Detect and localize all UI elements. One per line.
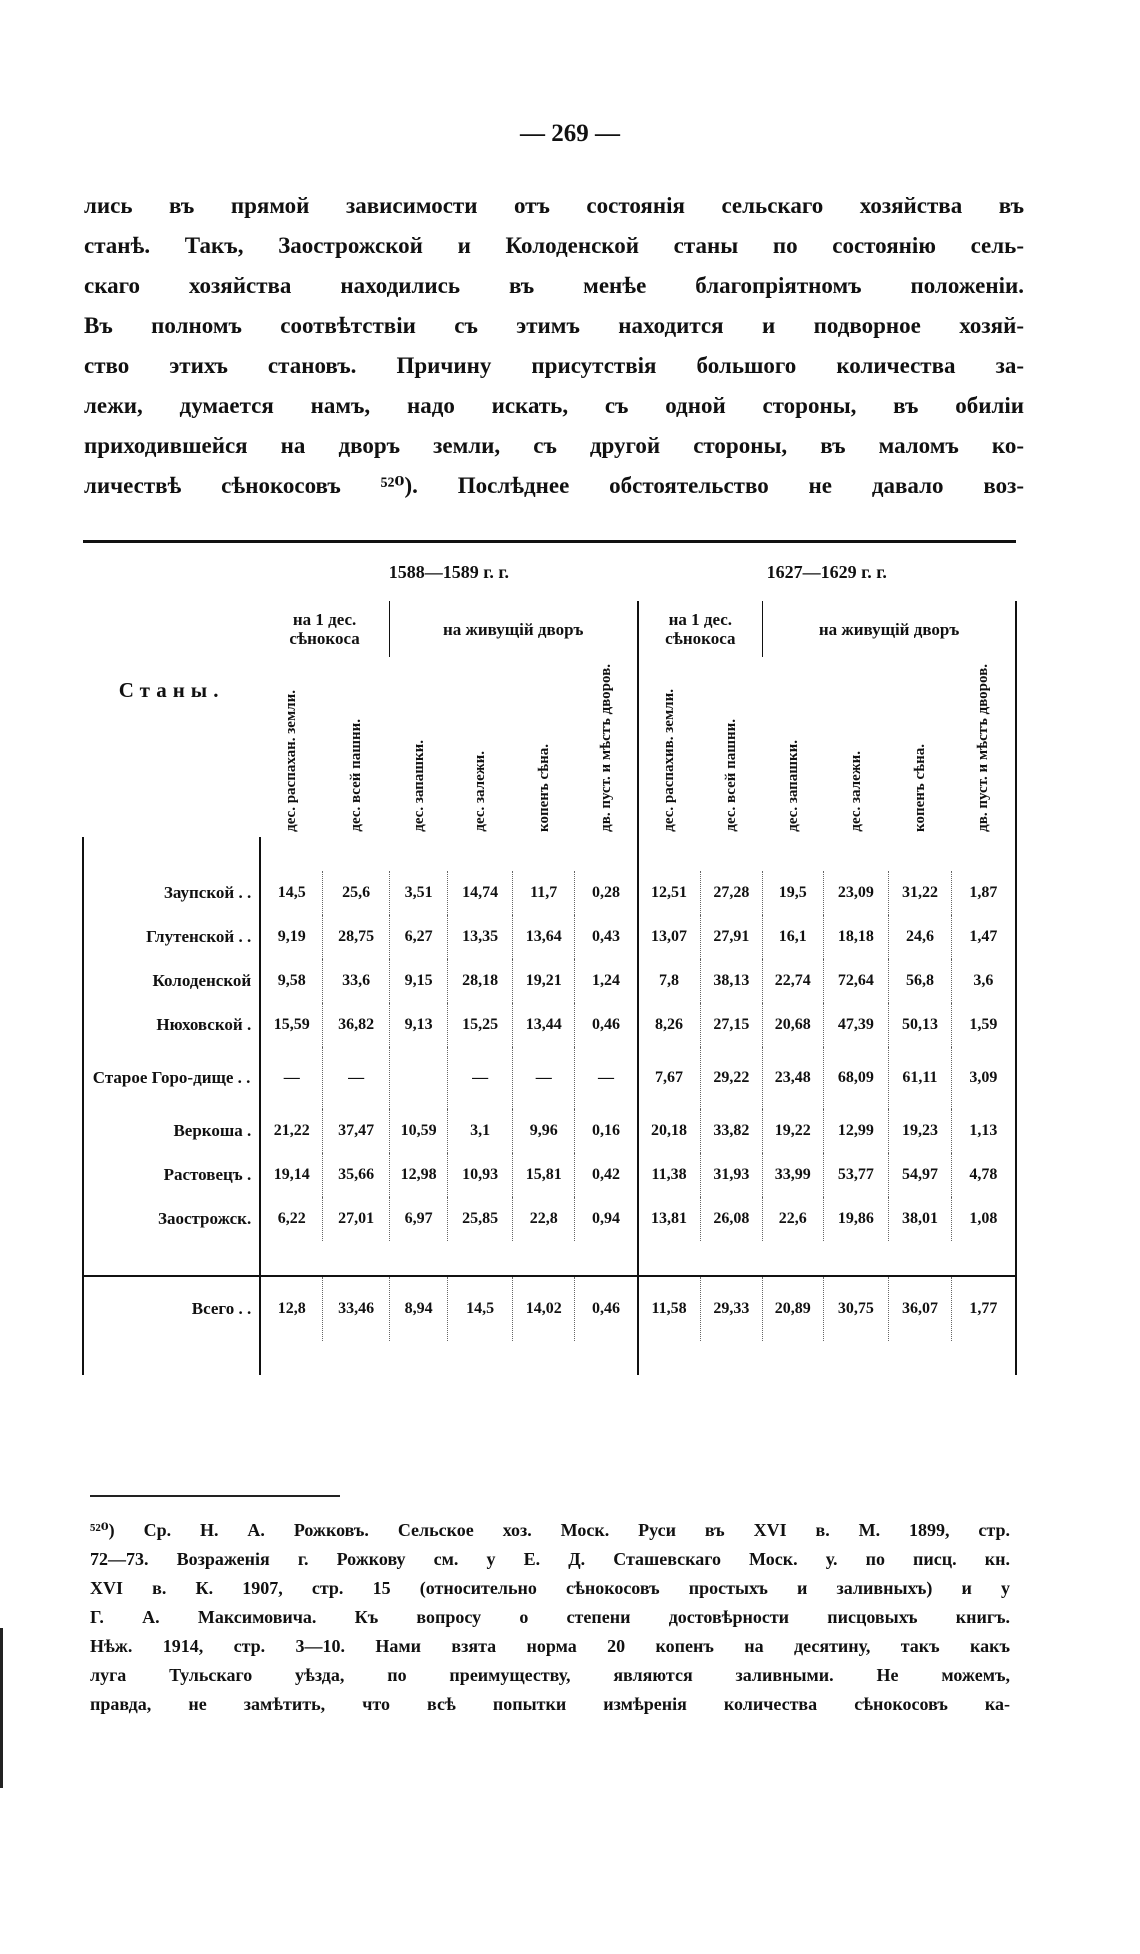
header-per-household: на живущій дворъ	[389, 601, 637, 657]
row-label: Заупской . .	[83, 871, 260, 915]
column-header	[575, 657, 638, 837]
table-cell: 27,91	[700, 915, 763, 959]
table-cell: 27,28	[700, 871, 763, 915]
footnote-line: луга Тульскаго уѣзда, по преимуществу, являются заливными. Не можемъ,	[90, 1665, 1010, 1685]
table-cell: 68,09	[823, 1047, 889, 1109]
table-cell: 38,01	[889, 1197, 952, 1241]
body-line: лежи, думается намъ, надо искать, съ одной стороны, въ обиліи	[84, 393, 1024, 418]
column-header-text: дес. запашки.	[784, 740, 801, 832]
row-label: Растовецъ .	[83, 1153, 260, 1197]
table-cell: —	[512, 1047, 575, 1109]
table-cell: 7,8	[638, 959, 701, 1003]
body-line: скаго хозяйства находились въ менѣе благопріятномъ положеніи.	[84, 273, 1024, 298]
row-label: Заострожск.	[83, 1197, 260, 1241]
table-cell: 18,18	[823, 915, 889, 959]
column-header-text: дес. залежи.	[847, 751, 864, 832]
table-cell: 14,02	[512, 1276, 575, 1341]
table-cell: 29,33	[700, 1276, 763, 1341]
column-header	[763, 657, 823, 837]
spacer-cell	[260, 1341, 637, 1375]
footnote-line: 72—73. Возраженія г. Рожкову см. у Е. Д. Сташевскаго Моск. у. по писц. кн.	[90, 1549, 1010, 1569]
table-row	[83, 1047, 1016, 1109]
statistics-table	[82, 540, 1017, 1375]
table-cell: 1,13	[951, 1109, 1016, 1153]
table-cell: 25,85	[448, 1197, 513, 1241]
table-cell: 31,22	[889, 871, 952, 915]
spacer-cell	[83, 837, 260, 871]
table-cell: 33,82	[700, 1109, 763, 1153]
table-cell: 19,5	[763, 871, 823, 915]
table-cell: 0,42	[575, 1153, 638, 1197]
column-header	[389, 657, 447, 837]
table-cell: 20,18	[638, 1109, 701, 1153]
spacer-cell	[638, 837, 1016, 871]
table-cell: 1,77	[951, 1276, 1016, 1341]
column-header	[638, 657, 701, 837]
table-cell: 28,18	[448, 959, 513, 1003]
header-stany: Станы.	[83, 542, 260, 838]
table-row	[83, 871, 1016, 915]
table-cell: 25,6	[323, 871, 390, 915]
table-cell: 19,23	[889, 1109, 952, 1153]
header-per-desyatina: на 1 дес. сѣнокоса	[638, 601, 763, 657]
column-header-text: дес. всей пашни.	[723, 719, 740, 832]
table-cell: 0,28	[575, 871, 638, 915]
table-cell: 33,99	[763, 1153, 823, 1197]
table-cell: 3,09	[951, 1047, 1016, 1109]
table-cell: 9,19	[260, 915, 323, 959]
table-cell: 19,14	[260, 1153, 323, 1197]
tail-row	[83, 1341, 1016, 1375]
table-cell: 0,16	[575, 1109, 638, 1153]
table-cell: —	[260, 1047, 323, 1109]
footnote-divider	[90, 1495, 340, 1497]
column-header-text: дес. залежи.	[472, 751, 489, 832]
total-row	[83, 1276, 1016, 1341]
body-text	[84, 186, 1024, 506]
table-cell: 50,13	[889, 1003, 952, 1047]
table-cell: 16,1	[763, 915, 823, 959]
body-line: личествѣ сѣнокосовъ ⁵²⁰). Послѣднее обстоятельство не давало воз-	[84, 473, 1024, 498]
table-cell: 23,09	[823, 871, 889, 915]
column-header	[512, 657, 575, 837]
table-cell: 21,22	[260, 1109, 323, 1153]
column-header	[260, 657, 323, 837]
table-cell: 13,64	[512, 915, 575, 959]
table-cell: 23,48	[763, 1047, 823, 1109]
table-cell: 47,39	[823, 1003, 889, 1047]
table-cell: 3,6	[951, 959, 1016, 1003]
column-header-text: дес. распахан. земли.	[283, 690, 300, 832]
table-cell: 9,15	[389, 959, 447, 1003]
table-cell: 12,98	[389, 1153, 447, 1197]
table-cell: 1,47	[951, 915, 1016, 959]
column-header	[448, 657, 513, 837]
table-cell: 54,97	[889, 1153, 952, 1197]
table-cell: 11,38	[638, 1153, 701, 1197]
body-line: ство этихъ становъ. Причину присутствія большого количества за-	[84, 353, 1024, 378]
footnote-line: Нѣж. 1914, стр. 3—10. Нами взята норма 20 копенъ на десятину, такъ какъ	[90, 1636, 1010, 1656]
table-cell: 36,82	[323, 1003, 390, 1047]
table-cell: 27,15	[700, 1003, 763, 1047]
spacer-cell	[638, 1341, 1016, 1375]
column-header	[951, 657, 1016, 837]
column-header-text: копенъ сѣна.	[535, 744, 552, 832]
body-line: Въ полномъ соотвѣтствіи съ этимъ находится и подворное хозяй-	[84, 313, 1024, 338]
column-header-text: дв. пуст. и мѣстъ дворов.	[597, 664, 614, 832]
body-line: приходившейся на дворъ земли, съ другой стороны, въ маломъ ко-	[84, 433, 1024, 458]
table-cell: 6,27	[389, 915, 447, 959]
table-cell: 9,13	[389, 1003, 447, 1047]
spacer-row	[83, 1241, 1016, 1276]
table-cell: 8,94	[389, 1276, 447, 1341]
table-row	[83, 915, 1016, 959]
table-cell: 30,75	[823, 1276, 889, 1341]
row-label: Веркоша .	[83, 1109, 260, 1153]
table-row	[83, 959, 1016, 1003]
table-cell	[389, 1047, 447, 1109]
table-cell: 12,51	[638, 871, 701, 915]
table-cell: 56,8	[889, 959, 952, 1003]
table-cell: 22,74	[763, 959, 823, 1003]
table-cell: 9,58	[260, 959, 323, 1003]
table-cell: 20,68	[763, 1003, 823, 1047]
table-cell: 27,01	[323, 1197, 390, 1241]
table-cell: 14,5	[448, 1276, 513, 1341]
column-header-text: дв. пуст. и мѣстъ дворов.	[975, 664, 992, 832]
body-line: станѣ. Такъ, Заострожской и Колоденской станы по состоянію сель-	[84, 233, 1024, 258]
table-cell: 19,22	[763, 1109, 823, 1153]
column-header-text: копенъ сѣна.	[911, 744, 928, 832]
header-period-1588: 1588—1589 г. г.	[260, 542, 637, 602]
table-cell: 0,43	[575, 915, 638, 959]
table-cell: —	[323, 1047, 390, 1109]
spacer-cell	[638, 1241, 1016, 1276]
table-cell: 22,8	[512, 1197, 575, 1241]
table-cell: 13,81	[638, 1197, 701, 1241]
table-cell: 12,8	[260, 1276, 323, 1341]
row-label: Старое Горо-дище . .	[83, 1047, 260, 1109]
table-cell: 13,44	[512, 1003, 575, 1047]
table-cell: 1,24	[575, 959, 638, 1003]
table-cell: 72,64	[823, 959, 889, 1003]
table-cell: 8,26	[638, 1003, 701, 1047]
spacer-cell	[260, 1241, 637, 1276]
table-cell: 11,58	[638, 1276, 701, 1341]
table-cell: 6,97	[389, 1197, 447, 1241]
table-cell: 31,93	[700, 1153, 763, 1197]
table-cell: 1,87	[951, 871, 1016, 915]
page-number: — 269 —	[520, 120, 620, 147]
row-label: Колоденской	[83, 959, 260, 1003]
table-cell: 53,77	[823, 1153, 889, 1197]
table-cell: 7,67	[638, 1047, 701, 1109]
row-label: Всего . .	[83, 1276, 260, 1341]
table-cell: 4,78	[951, 1153, 1016, 1197]
column-header	[823, 657, 889, 837]
table-cell: 15,25	[448, 1003, 513, 1047]
table-cell: 33,6	[323, 959, 390, 1003]
row-label: Глутенской . .	[83, 915, 260, 959]
table-cell: 33,46	[323, 1276, 390, 1341]
table-cell: 0,46	[575, 1276, 638, 1341]
table-row	[83, 1197, 1016, 1241]
table-cell: —	[448, 1047, 513, 1109]
table-cell: 1,59	[951, 1003, 1016, 1047]
footnote-line: ⁵²⁰) Ср. Н. А. Рожковъ. Сельское хоз. Моск. Руси въ XVI в. М. 1899, стр.	[90, 1520, 1010, 1540]
table-cell: 10,93	[448, 1153, 513, 1197]
table-cell: 12,99	[823, 1109, 889, 1153]
table-cell: 1,08	[951, 1197, 1016, 1241]
column-header-text: дес. распахив. земли.	[661, 689, 678, 832]
table-cell: 0,46	[575, 1003, 638, 1047]
header-period-1627: 1627—1629 г. г.	[638, 542, 1016, 602]
header-per-desyatina: на 1 дес. сѣнокоса	[260, 601, 389, 657]
table-cell: 29,22	[700, 1047, 763, 1109]
table-cell: 6,22	[260, 1197, 323, 1241]
table-row	[83, 1109, 1016, 1153]
footnote-line: правда, не замѣтить, что всѣ попытки измѣренія количества сѣнокосовъ ка-	[90, 1694, 1010, 1714]
table-cell: 3,51	[389, 871, 447, 915]
table-cell: 13,07	[638, 915, 701, 959]
table-cell: 61,11	[889, 1047, 952, 1109]
spacer-cell	[260, 837, 637, 871]
column-header	[323, 657, 390, 837]
table-cell: 0,94	[575, 1197, 638, 1241]
table-cell: —	[575, 1047, 638, 1109]
table-cell: 37,47	[323, 1109, 390, 1153]
table-cell: 15,81	[512, 1153, 575, 1197]
table-cell: 38,13	[700, 959, 763, 1003]
table-cell: 28,75	[323, 915, 390, 959]
table-cell: 20,89	[763, 1276, 823, 1341]
column-header	[700, 657, 763, 837]
spacer-cell	[83, 1241, 260, 1276]
table-cell: 15,59	[260, 1003, 323, 1047]
footnote-line: Г. А. Максимовича. Къ вопросу о степени достовѣрности писцовыхъ книгъ.	[90, 1607, 1010, 1627]
header-per-household: на живущій дворъ	[763, 601, 1016, 657]
column-header-text: дес. всей пашни.	[348, 719, 365, 832]
table-cell: 3,1	[448, 1109, 513, 1153]
table-cell: 22,6	[763, 1197, 823, 1241]
table-cell: 35,66	[323, 1153, 390, 1197]
table-cell: 14,5	[260, 871, 323, 915]
column-header-text: дес. запашки.	[410, 740, 427, 832]
footnotes	[90, 1516, 1010, 1719]
table-cell: 19,86	[823, 1197, 889, 1241]
body-line: лись въ прямой зависимости отъ состоянія сельскаго хозяйства въ	[84, 193, 1024, 218]
table-row	[83, 1003, 1016, 1047]
table-cell: 11,7	[512, 871, 575, 915]
spacer-cell	[83, 1341, 260, 1375]
column-header	[889, 657, 952, 837]
table-cell: 24,6	[889, 915, 952, 959]
table-cell: 19,21	[512, 959, 575, 1003]
table-cell: 9,96	[512, 1109, 575, 1153]
table-cell: 14,74	[448, 871, 513, 915]
row-label: Нюховской .	[83, 1003, 260, 1047]
table-cell: 10,59	[389, 1109, 447, 1153]
table-cell: 36,07	[889, 1276, 952, 1341]
table-row	[83, 1153, 1016, 1197]
margin-mark	[0, 1628, 3, 1788]
table-cell: 26,08	[700, 1197, 763, 1241]
table-cell: 13,35	[448, 915, 513, 959]
footnote-line: XVI в. К. 1907, стр. 15 (относительно сѣнокосовъ простыхъ и заливныхъ) и у	[90, 1578, 1010, 1598]
